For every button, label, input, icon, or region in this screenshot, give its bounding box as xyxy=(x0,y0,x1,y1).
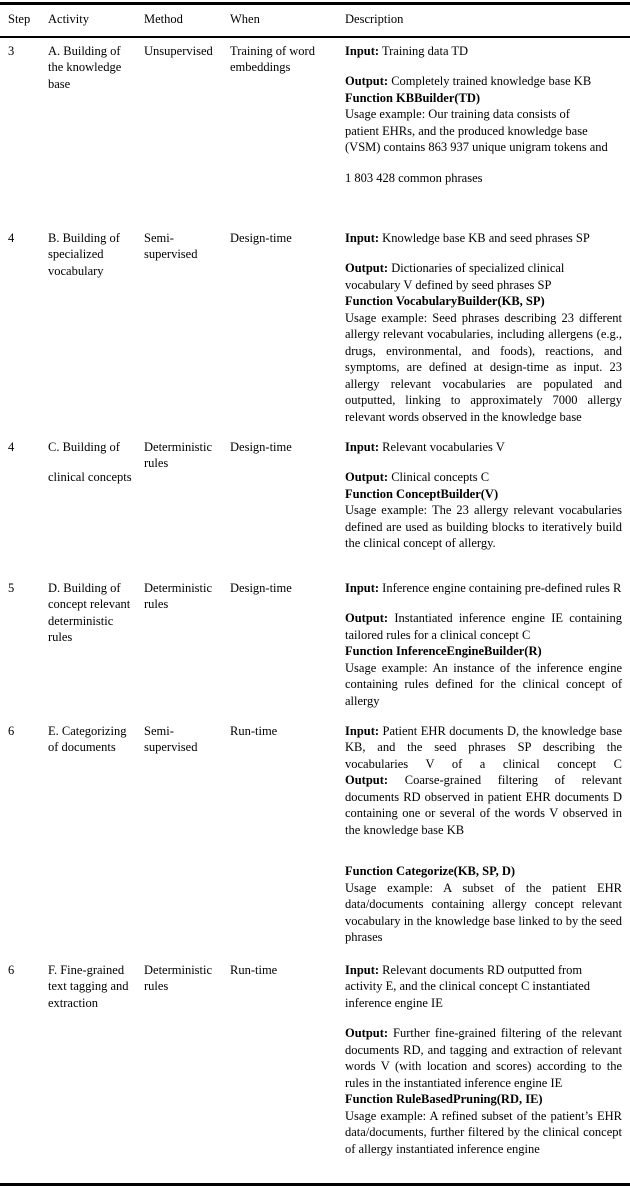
column-header-step: Step xyxy=(8,12,31,26)
cell-when: Design-time xyxy=(230,439,292,454)
cell-method: Semi- supervised xyxy=(144,723,198,754)
description-paragraph: Function VocabularyBuilder(KB, SP) xyxy=(345,294,545,308)
cell-activity: A. Building of the knowledge base xyxy=(48,43,122,91)
description-paragraph: Output: Clinical concepts C xyxy=(345,470,490,484)
cell-activity: F. Fine-grained text tagging and extraction xyxy=(48,962,129,1010)
description-paragraph: Input: Training data TD xyxy=(345,43,469,58)
cell-when: Design-time xyxy=(230,580,292,595)
cell-step: 4 xyxy=(8,230,15,245)
description-paragraph: Function Categorize(KB, SP, D) xyxy=(345,864,516,878)
table-row xyxy=(0,718,630,957)
description-paragraph: Usage example: The 23 allergy relevant vocabularies defined are used as building blocks to iteratively build the clinical concept of allergy. xyxy=(345,503,622,550)
table-row xyxy=(0,225,630,434)
cell-when: Run-time xyxy=(230,723,278,738)
cell-description xyxy=(345,43,622,225)
description-paragraph: patient EHRs, and the produced knowledge base xyxy=(345,123,588,138)
description-paragraph: Input: Relevant documents RD outputted from activity E, and the clinical concept C instantiated inference engine IE xyxy=(345,962,591,1010)
cell-activity: D. Building of concept relevant deterministic rules xyxy=(48,580,131,644)
table-bottom-rule xyxy=(0,1183,630,1186)
cell-when: Training of word embeddings xyxy=(230,43,315,74)
cell-method: Unsupervised xyxy=(144,43,213,58)
cell-when: Run-time xyxy=(230,962,278,977)
description-paragraph: Output: Completely trained knowledge base KB xyxy=(345,74,592,88)
cell-activity: C. Building of clinical concepts xyxy=(48,439,132,484)
column-header-method: Method xyxy=(144,12,183,26)
cell-description xyxy=(345,230,622,434)
cell-description xyxy=(345,439,622,575)
cell-method: Semi- supervised xyxy=(144,230,198,261)
cell-method: Deterministic rules xyxy=(144,580,213,611)
cell-activity: E. Categorizing of documents xyxy=(48,723,127,754)
description-paragraph: Usage example: Seed phrases describing 23 different allergy relevant vocabularies, including allergens (e.g., drugs, environmental, and foods), reactions, and symptoms, are defined at design-time as input. 23 allergy relevant vocabularies are populated and outputted, linking to approximately 7000 allergy relevant words observed in the knowledge base xyxy=(345,310,622,424)
description-paragraph: Output: Coarse-grained filtering of relevant documents RD observed in patient EHR documents D containing one or several of the words V observed in the knowledge base KB xyxy=(345,773,622,837)
description-paragraph: Input: Relevant vocabularies V xyxy=(345,439,505,454)
table-header xyxy=(0,5,630,36)
description-paragraph: Function InferenceEngineBuilder(R) xyxy=(345,644,542,658)
description-paragraph: Output: Further fine-grained filtering of the relevant documents RD, and tagging and extraction of relevant words V (with location and scores) according to the rules in the instantiated inference engine IE xyxy=(345,1026,622,1090)
cell-description xyxy=(345,962,622,1183)
table-body xyxy=(0,38,630,1183)
description-paragraph: (VSM) contains 863 937 unique unigram tokens and xyxy=(345,140,608,154)
description-paragraph: Usage example: A subset of the patient EHR data/documents containing allergy concept relevant vocabulary in the knowledge base linked to by the seed phrases xyxy=(345,880,622,944)
cell-activity: B. Building of specialized vocabulary xyxy=(48,230,120,278)
cell-method: Deterministic rules xyxy=(144,439,213,470)
description-paragraph: Usage example: An instance of the inference engine containing rules defined for the clinical concept of allergy xyxy=(345,660,622,708)
table-row xyxy=(0,575,630,718)
description-paragraph: 1 803 428 common phrases xyxy=(345,170,483,185)
description-paragraph: Usage example: A refined subset of the patient’s EHR data/documents, further filtered by the clinical concept of allergy instantiated inference engine xyxy=(345,1108,622,1156)
cell-step: 4 xyxy=(8,439,15,454)
cell-description xyxy=(345,580,622,718)
cell-step: 5 xyxy=(8,580,15,595)
description-paragraph: Function ConceptBuilder(V) xyxy=(345,486,499,501)
table-row xyxy=(0,434,630,575)
table-row xyxy=(0,957,630,1183)
cell-step: 6 xyxy=(8,723,15,738)
description-paragraph: Output: Instantiated inference engine IE containing tailored rules for a clinical concept C xyxy=(345,611,622,642)
description-paragraph: Function KBBuilder(TD) xyxy=(345,90,481,105)
description-paragraph: Usage example: Our training data consists of xyxy=(345,107,570,121)
description-paragraph: Input: Patient EHR documents D, the knowledge base KB, and the seed phrases SP describing the vocabularies V of a clinical concept C xyxy=(345,723,622,771)
cell-method: Deterministic rules xyxy=(144,962,213,993)
column-header-activity: Activity xyxy=(48,12,89,26)
cell-step: 6 xyxy=(8,962,15,977)
description-paragraph: Input: Knowledge base KB and seed phrases SP xyxy=(345,230,590,245)
description-paragraph: Output: Dictionaries of specialized clinical vocabulary V defined by seed phrases SP xyxy=(345,261,565,292)
description-paragraph: Function RuleBasedPruning(RD, IE) xyxy=(345,1092,543,1106)
column-header-when: When xyxy=(230,12,260,26)
column-header-description: Description xyxy=(345,12,404,26)
cell-description xyxy=(345,723,622,957)
description-paragraph: Input: Inference engine containing pre-defined rules R xyxy=(345,580,622,595)
cell-when: Design-time xyxy=(230,230,292,245)
cell-step: 3 xyxy=(8,43,15,58)
table-row xyxy=(0,38,630,225)
